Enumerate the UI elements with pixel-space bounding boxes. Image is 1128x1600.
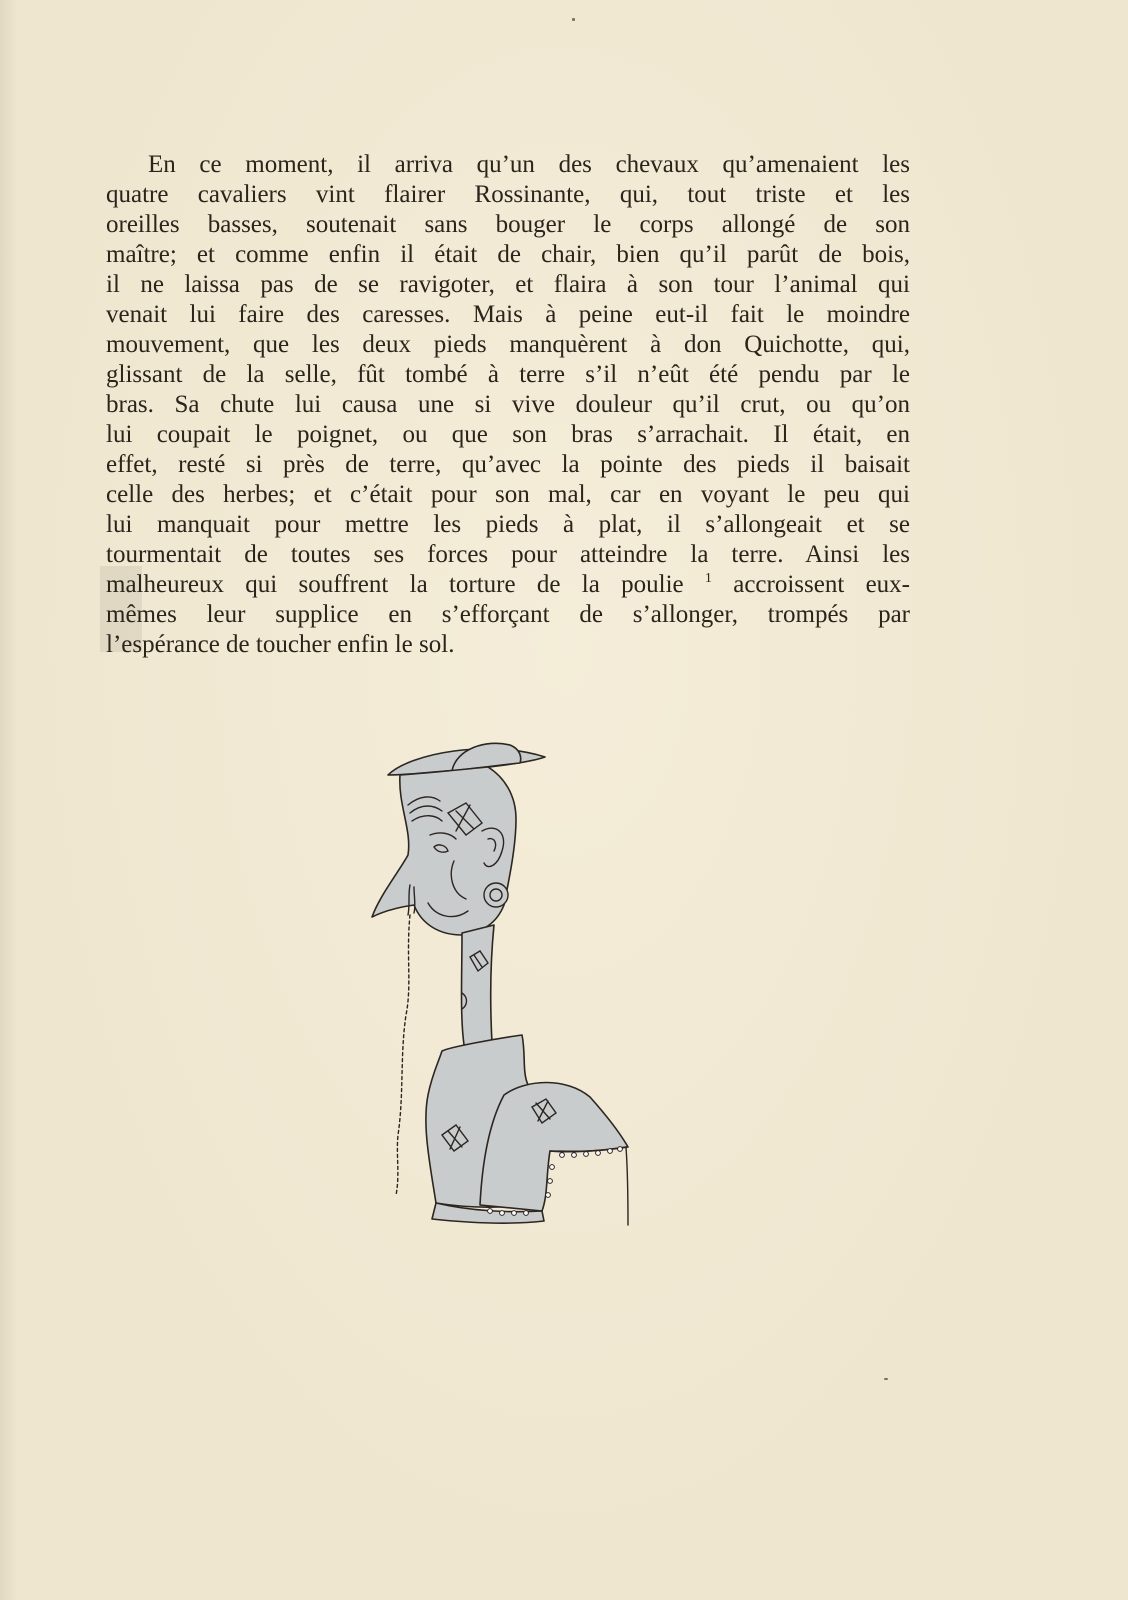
rivet [512, 1211, 517, 1216]
paper-speck [572, 18, 575, 21]
rivet [500, 1211, 505, 1216]
don-quichotte-illustration [370, 735, 650, 1255]
text-fragment: accroissent eux- [711, 571, 910, 598]
text-line: bras. Sa chute lui causa une si vive douleur qu’il crut, ou qu’on [106, 391, 910, 418]
rivet [524, 1211, 529, 1216]
text-line: venait lui faire des caresses. Mais à peine eut-il fait le moindre [106, 301, 910, 328]
rivet [584, 1152, 589, 1157]
text-line: mêmes leur supplice en s’efforçant de s’allonger, trompés par [106, 601, 910, 628]
chain [396, 915, 410, 1195]
text-line: mouvement, que les deux pieds manquèrent à don Quichotte, qui, [106, 331, 910, 358]
rivet [548, 1179, 553, 1184]
rivet [618, 1147, 623, 1152]
text-line: maître; et comme enfin il était de chair, bien qu’il parût de bois, [106, 241, 910, 268]
shoulder-edge [626, 1147, 628, 1225]
paper-speck [884, 1378, 888, 1380]
text-line: celle des herbes; et c’était pour son mal, car en voyant le peu qui [106, 481, 910, 508]
earring [484, 883, 508, 907]
text-line: effet, resté si près de terre, qu’avec la pointe des pieds il baisait [106, 451, 910, 478]
text-line-with-footnote [106, 570, 910, 600]
rivet [608, 1149, 613, 1154]
text-fragment: malheureux qui souffrent la torture de la poulie [106, 571, 684, 598]
text-line: lui manquait pour mettre les pieds à plat, il s’allongeait et se [106, 511, 910, 538]
text-line: tourmentait de toutes ses forces pour atteindre la terre. Ainsi les [106, 541, 910, 568]
rivet [560, 1153, 565, 1158]
text-line: il ne laissa pas de se ravigoter, et flaira à son tour l’animal qui [106, 271, 910, 298]
text-line: lui coupait le poignet, ou que son bras s’arrachait. Il était, en [106, 421, 910, 448]
rivet [488, 1209, 493, 1214]
neck [462, 925, 495, 1045]
body-paragraph [106, 150, 910, 660]
text-line: En ce moment, il arriva qu’un des chevaux qu’amenaient les [148, 151, 910, 178]
rivet [546, 1193, 551, 1198]
text-line: glissant de la selle, fût tombé à terre s’il n’eût été pendu par le [106, 361, 910, 388]
footnote-marker[interactable]: 1 [704, 571, 712, 586]
rivet [550, 1165, 555, 1170]
rivet [596, 1151, 601, 1156]
text-line: oreilles basses, soutenait sans bouger le corps allongé de son [106, 211, 910, 238]
rivet [572, 1153, 577, 1158]
text-line: l’espérance de toucher enfin le sol. [106, 631, 455, 658]
shoulder-pauldron [480, 1083, 628, 1212]
text-line: quatre cavaliers vint flairer Rossinante, qui, tout triste et les [106, 181, 910, 208]
